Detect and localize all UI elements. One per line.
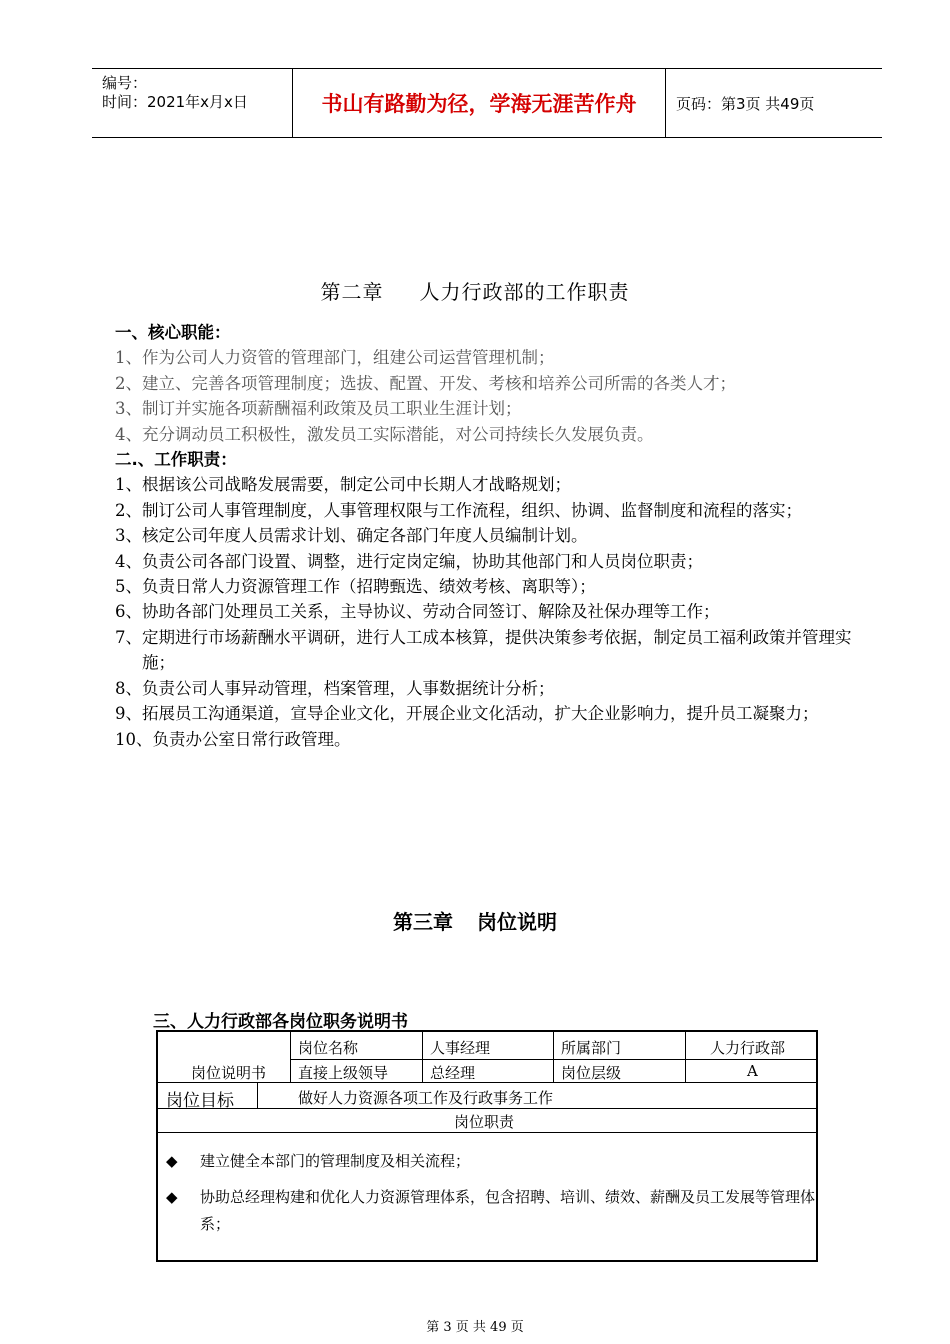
duty-item: 3、核定公司年度人员需求计划、确定各部门年度人员编制计划。 [115, 526, 588, 546]
row-label: 岗位说明书 [191, 1064, 267, 1082]
page-footer: 第 3 页 共 49 页 [426, 1320, 524, 1335]
chapter3-name: 岗位说明 [477, 910, 557, 934]
table-rule [422, 1032, 423, 1083]
diamond-bullet-icon: ◆ [166, 1152, 178, 1170]
duty-item: 4、负责公司各部门设置、调整，进行定岗定编，协助其他部门和人员岗位职责； [115, 551, 703, 571]
core-item: 4、充分调动员工积极性，激发员工实际潜能，对公司持续长久发展负责。 [115, 424, 654, 444]
goal-value: 做好人力资源各项工作及行政事务工作 [298, 1089, 554, 1107]
duty-heading: 二.、工作职责： [115, 450, 237, 470]
diamond-bullet-icon: ◆ [166, 1188, 178, 1206]
chapter3-title [0, 906, 950, 935]
duty-item: 5、负责日常人力资源管理工作（招聘甄选、绩效考核、离职等）； [115, 577, 596, 597]
chapter2-name: 人力行政部的工作职责 [419, 280, 630, 304]
position-name-label: 岗位名称 [298, 1039, 359, 1057]
table-rule [158, 1132, 818, 1133]
duties-label: 岗位职责 [454, 1113, 515, 1131]
table-rule [257, 1082, 258, 1109]
job-description-table [156, 1030, 818, 1262]
core-item: 1、作为公司人力资管的管理部门，组建公司运营管理机制； [115, 348, 555, 368]
chapter2-body [115, 320, 865, 752]
duty-item: 6、协助各部门处理员工关系，主导协议、劳动合同签订、解除及社保办理等工作； [115, 602, 720, 622]
table-rule [290, 1059, 818, 1060]
leader-label: 直接上级领导 [298, 1064, 389, 1082]
duty-item: 1、根据该公司战略发展需要，制定公司中长期人才战略规划； [115, 475, 571, 495]
duty-item: 2、制订公司人事管理制度，人事管理权限与工作流程，组织、协调、监督制度和流程的落实； [115, 500, 802, 520]
header-time: 时间：2021年x月x日 [102, 93, 248, 111]
section3-heading: 三、人力行政部各岗位职务说明书 [153, 1012, 408, 1032]
position-name-value: 人事经理 [430, 1039, 491, 1057]
department-label: 所属部门 [561, 1039, 622, 1057]
header-page-info [666, 69, 882, 137]
header-page-text: 页码：第3页 共49页 [676, 94, 815, 113]
header-number: 编号： [102, 74, 148, 92]
header-motto: 书山有路勤为径，学海无涯苦作舟 [293, 69, 666, 137]
table-rule [290, 1032, 291, 1083]
chapter2-title [0, 276, 950, 305]
page-header [92, 68, 882, 138]
duty-text: 建立健全本部门的管理制度及相关流程； [200, 1152, 471, 1170]
duty-item: 7、定期进行市场薪酬水平调研，进行人工成本核算，提供决策参考依据，制定员工福利政策并管理实施； [115, 627, 852, 673]
department-value: 人力行政部 [710, 1039, 786, 1057]
duty-text: 协助总经理构建和优化人力资源管理体系，包含招聘、培训、绩效、薪酬及员工发展等管理体系； [200, 1188, 816, 1233]
goal-label: 岗位目标 [166, 1091, 234, 1111]
core-item: 2、建立、完善各项管理制度；选拔、配置、开发、考核和培养公司所需的各类人才； [115, 373, 736, 393]
header-meta [92, 69, 293, 137]
chapter3-number: 第三章 [393, 910, 453, 934]
chapter2-number: 第二章 [320, 280, 384, 304]
level-label: 岗位层级 [561, 1064, 622, 1082]
core-heading: 一、核心职能： [115, 323, 231, 342]
duty-item: 9、拓展员工沟通渠道，宣导企业文化，开展企业文化活动，扩大企业影响力，提升员工凝聚力； [115, 704, 819, 724]
core-item: 3、制订并实施各项薪酬福利政策及员工职业生涯计划； [115, 399, 522, 419]
leader-value: 总经理 [430, 1064, 476, 1082]
level-value: A [747, 1062, 758, 1080]
table-rule [685, 1032, 686, 1083]
duty-item: 10、负责办公室日常行政管理。 [115, 729, 351, 749]
table-rule [553, 1032, 554, 1083]
duty-item: 8、负责公司人事异动管理，档案管理，人事数据统计分析； [115, 678, 555, 698]
